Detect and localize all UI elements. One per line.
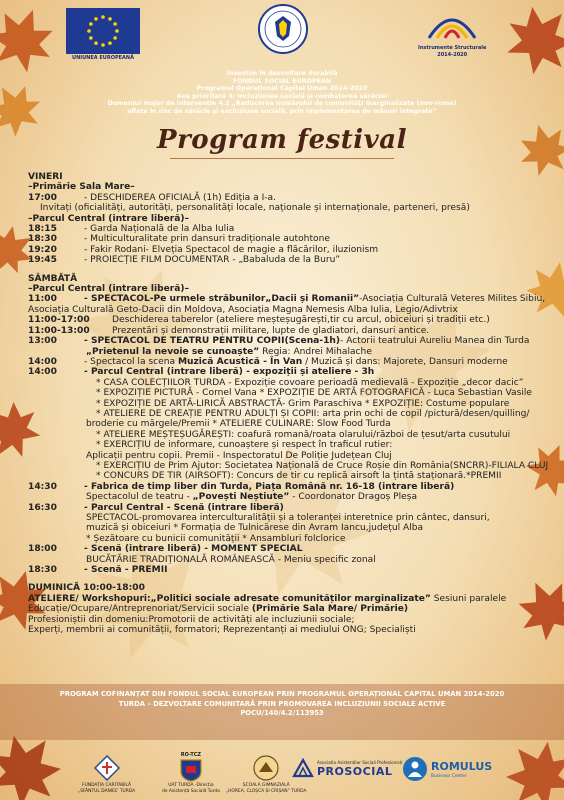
eu-star-icon	[108, 17, 112, 21]
header-line: Programul Operațional Capital Uman 2014-2020	[196, 85, 368, 92]
schedule-entry	[28, 565, 548, 575]
top-logo-bar	[0, 0, 564, 66]
entry-text: Prezentări și demonstrații militare, lupte de gladiatori, dansuri antice.	[112, 325, 430, 336]
header-line: Axa prioritară 4: Incluziunea socială și combaterea sărăciei	[176, 92, 388, 100]
list-item: broderie cu mărgele/Premii * ATELIERE CULINARE: Slow Food Turda	[86, 419, 391, 430]
schedule-entry	[28, 604, 548, 614]
partner-fundatia	[78, 754, 135, 794]
entry-detail: Asociația Culturală Geto-Dacii din Moldova, Asociația Magna Nemesis Alba Iulia, Legio/Adivtrix	[28, 304, 458, 315]
header-line: aflate în risc de sărăcie și excluziune socială, prin implementarea de măsuri integrate”	[127, 107, 437, 115]
entry-time: 14:00	[28, 356, 57, 367]
partner-caption: FUNDAȚIA CARITABILĂ	[82, 783, 131, 788]
entry-text: Spectacolul de teatru -	[86, 492, 193, 503]
eu-logo	[66, 8, 140, 61]
entry-text: - Scenă - PREMII	[84, 565, 168, 576]
school-emblem-icon	[252, 754, 280, 782]
title-underline	[170, 158, 394, 159]
entry-text-bold: „Povești Neștiute”	[192, 492, 290, 503]
entry-text-bold: - SPECTACOL-Pe urmele străbunilor„Dacii și Romanii”	[84, 294, 360, 305]
list-item: * EXERCIȚIU de informare, cunoaștere și respect în traficul rutier:	[96, 440, 393, 451]
partner-logos	[0, 752, 564, 800]
structural-instruments-caption-2: 2014-2020	[437, 52, 468, 58]
entry-time: 16:30	[28, 502, 57, 513]
entry-detail	[28, 492, 548, 502]
entry-text: Sesiuni paralele	[430, 593, 507, 604]
schedule-entry	[28, 594, 548, 604]
entry-text: Regia: Andrei Mihalache	[259, 346, 372, 357]
schedule-entry	[28, 193, 548, 203]
entry-text-bold: (Primărie Sala Mare/ Primărie)	[251, 604, 409, 615]
day-heading: VINERI	[28, 172, 63, 182]
entry-text-bold: Muzică Acustică - În Van	[177, 356, 303, 367]
partner-uat-turda	[162, 752, 220, 794]
schedule-entry	[28, 326, 548, 336]
government-seal-icon	[258, 4, 308, 54]
charity-foundation-icon	[92, 754, 122, 782]
eu-star-icon	[115, 29, 119, 33]
list-item: * EXPOZIȚIE PICTURĂ - Cornel Vana * EXPOZIȚIE DE ARTĂ FOTOGRAFICĂ - Luca Sebastian Vasile	[96, 388, 533, 399]
entry-text: Educație/Ocupare/Antreprenoriat/Servicii sociale	[28, 604, 252, 615]
eu-star-icon	[89, 22, 93, 26]
schedule-entry	[28, 357, 548, 367]
location-heading: –Parcul Central (intrare liberă)–	[28, 284, 190, 295]
entry-detail: SPECTACOL-promovarea interculturalității și a toleranței interetnice prin cântec, dansuri,	[86, 513, 490, 523]
eu-star-icon	[89, 36, 93, 40]
entry-text: - PROIECȚIE FILM DOCUMENTAR - „Babaluda de la Buru”	[84, 255, 341, 266]
entry-time: 18:15	[28, 224, 57, 235]
funding-footer	[0, 690, 564, 719]
entry-text-bold: „Prietenul la nevoie se cunoaște”	[86, 346, 260, 357]
eu-star-icon	[94, 17, 98, 21]
eu-star-icon	[101, 43, 105, 47]
entry-text: Deschiderea taberelor (ateliere meșteșugărești,tir cu arcul, obiceiuri și tradiții etc.)	[112, 315, 490, 326]
list-item: * CONCURS DE TIR (AIRSOFT): Concurs de tir cu replică airsoft la țintă staționară.*PREMII	[96, 471, 502, 482]
romulus-logo	[402, 756, 492, 782]
entry-time: 18:30	[28, 565, 57, 576]
entry-text: - Actorii teatrului Aureliu Manea din Turda	[340, 336, 530, 347]
eu-star-icon	[94, 41, 98, 45]
header-line: Investim în dezvoltare durabilă	[226, 70, 338, 77]
government-logo	[258, 4, 308, 54]
partner-prosocial	[292, 758, 403, 778]
eu-star-icon	[113, 22, 117, 26]
entry-text: -Asociația Culturală Veteres Milites Sibiu,	[359, 294, 546, 305]
entry-text: - Spectacol la scena	[84, 356, 178, 367]
entry-text: - Parcul Central - Scenă (intrare liberă)	[84, 502, 284, 513]
partner-caption: Business Center	[431, 773, 467, 779]
partner-caption: ȘCOALA GIMNAZIALĂ	[242, 783, 290, 788]
schedule-entry	[28, 544, 548, 554]
entry-detail: muzică și obiceiuri * Formația de Tulnicărese din Avram Iancu,județul Alba	[86, 523, 424, 534]
list-item: * ATELIERE DE CREAȚIE PENTRU ADULȚI ȘI COPII: arta prin ochi de copil /pictură/desen/quilling/	[96, 408, 530, 419]
turda-coat-of-arms-icon	[178, 758, 204, 782]
partner-name: ROMULUS	[431, 759, 493, 773]
entry-detail: Invitați (oficialități, autorități, personalități locale, naționale și internaționale, parteneri, presă)	[40, 203, 470, 214]
entry-text: - Fakir Rodani- Elveția Spectacol de magie a flăcărilor, iluzionism	[84, 244, 379, 255]
partner-caption: „HOREA, CLOȘCA ȘI CRIȘAN” TURDA	[226, 789, 307, 794]
location-heading: –Parcul Central (intrare liberă)–	[28, 213, 190, 224]
entry-text-bold: - SPECTACOL DE TEATRU PENTRU COPII(Scena-1h)	[84, 336, 341, 347]
schedule-entry	[28, 234, 548, 244]
entry-text: - Garda Națională de la Alba Iulia	[84, 224, 235, 235]
eu-star-icon	[101, 15, 105, 19]
partner-romulus	[402, 756, 492, 782]
entry-detail: * Șezătoare cu bunicii comunității * Ansambluri folclorice	[86, 533, 346, 544]
entry-time: 17:00	[28, 192, 57, 203]
entry-time: 11:00	[28, 294, 57, 305]
schedule-entry	[28, 367, 548, 377]
eu-flag-icon	[66, 8, 140, 54]
entry-text: - Fabrica de timp liber din Turda, Piața Română nr. 16-18 (intrare liberă)	[84, 481, 455, 492]
schedule-entry	[28, 245, 548, 255]
entry-time: 11:00-17:00	[28, 315, 90, 326]
eu-caption: UNIUNEA EUROPEANĂ	[72, 55, 134, 61]
location-heading: –Primărie Sala Mare–	[28, 182, 135, 193]
schedule-entry: Profesioniștii din domeniu:Promotorii de activități ale incluziunii sociale;	[28, 614, 355, 625]
footer-line: POCU/140/4.2/113953	[240, 709, 324, 718]
entry-time: 19:20	[28, 244, 57, 255]
schedule-entry	[28, 482, 548, 492]
entry-time: 11:00-13:00	[28, 325, 90, 336]
day-heading: SÂMBĂTĂ	[28, 273, 78, 284]
footer-line: PROGRAM COFINANȚAT DIN FONDUL SOCIAL EUROPEAN PRIN PROGRAMUL OPERAȚIONAL CAPITAL UMAN 2014-2020	[59, 690, 505, 698]
partner-caption: RO-TCZ	[180, 752, 202, 758]
partner-caption: „SFÂNTUL DANIEL” TURDA	[78, 789, 136, 794]
day-heading: DUMINICĂ 10:00-18:00	[28, 583, 145, 594]
schedule-entry	[28, 336, 548, 346]
funding-header	[0, 70, 564, 115]
prosocial-logo	[292, 758, 403, 778]
header-line: FONDUL SOCIAL EUROPEAN	[232, 77, 332, 85]
list-item: Aplicații pentru copii. Premii - Inspectoratul De Poliție Județean Cluj	[86, 450, 392, 461]
schedule-entry	[28, 294, 548, 304]
schedule-entry	[28, 315, 548, 325]
prosocial-icon	[292, 758, 314, 778]
entry-text: - Parcul Central (intrare liberă) - expoziții și ateliere - 3h	[84, 367, 375, 378]
structural-instruments-icon	[423, 8, 481, 44]
entry-text: / Muzică și dans: Majorete, Dansuri moderne	[302, 356, 508, 367]
page-title: Program festival	[157, 125, 407, 155]
eu-star-icon	[113, 36, 117, 40]
entry-text: - Scenă (intrare liberă) - MOMENT SPECIAL	[84, 544, 303, 555]
program-schedule	[28, 172, 548, 635]
entry-time: 13:00	[28, 336, 57, 347]
eu-star-icon	[108, 41, 112, 45]
eu-star-icon	[87, 29, 91, 33]
schedule-entry	[28, 503, 548, 513]
entry-detail: BUCĂTĂRIE TRADIȚIONALĂ ROMÂNEASCĂ - Meniu specific zonal	[86, 554, 376, 565]
structural-instruments-caption-1: Instrumente Structurale	[418, 45, 487, 51]
schedule-entry	[28, 255, 548, 265]
list-item: * EXERCIȚIU de Prim Ajutor: Societatea Națională de Cruce Roșie din România(SNCRR)-FILIALA CLUJ	[96, 460, 549, 471]
entry-time: 14:30	[28, 481, 57, 492]
entry-time: 14:00	[28, 367, 57, 378]
partner-caption: Asociatia Asistentilor Sociali Profesionisti	[317, 759, 403, 765]
entry-text: - DESCHIDEREA OFICIALĂ (1h) Ediția a I-a.	[84, 192, 277, 203]
entry-text: - Coordonator Dragoș Pleșa	[289, 492, 418, 503]
entry-time: 18:00	[28, 544, 57, 555]
schedule-entry: Experți, membrii ai comunității, formatori; Reprezentanți ai mediului ONG; Specialiști	[28, 625, 416, 636]
list-item: * CASA COLECȚIILOR TURDA - Expoziție covoare perioadă medievală - Expoziție „decor dacic”	[96, 377, 524, 388]
entry-time: 18:30	[28, 234, 57, 245]
footer-line: TURDA – DEZVOLTARE COMUNITARĂ PRIN PROMOVAREA INCLUZIUNII SOCIALE ACTIVE	[118, 699, 446, 708]
entry-text-bold: ATELIERE/ Workshopuri:„Politici sociale adresate comunităților marginalizate”	[28, 593, 431, 604]
header-line: Domeniul major de intervenție 4.2 „Reducerea numărului de comunități marginalizate (non-rome)	[107, 100, 457, 107]
entry-time: 19:45	[28, 255, 57, 266]
partner-name: PROSOCIAL	[317, 764, 393, 778]
entry-detail	[28, 347, 548, 357]
romulus-icon	[402, 756, 428, 782]
entry-text: - Multiculturalitate prin dansuri tradiționale autohtone	[84, 234, 330, 245]
schedule-entry	[28, 224, 548, 234]
structural-instruments-logo	[418, 8, 486, 58]
partner-caption: de Asistență Socială Turda	[162, 789, 220, 794]
partner-caption: UAT TURDA -Direcția	[168, 783, 214, 788]
list-item: * ATELIERE MEȘTEȘUGĂREȘTI: coafură romană/roata olarului/război de țesut/arta cusutului	[96, 429, 511, 440]
list-item: * EXPOZIȚIE DE ARTĂ-LIRICĂ ABSTRACTĂ- Grim Paraschiva * EXPOZIȚIE: Costume populare	[96, 398, 510, 409]
